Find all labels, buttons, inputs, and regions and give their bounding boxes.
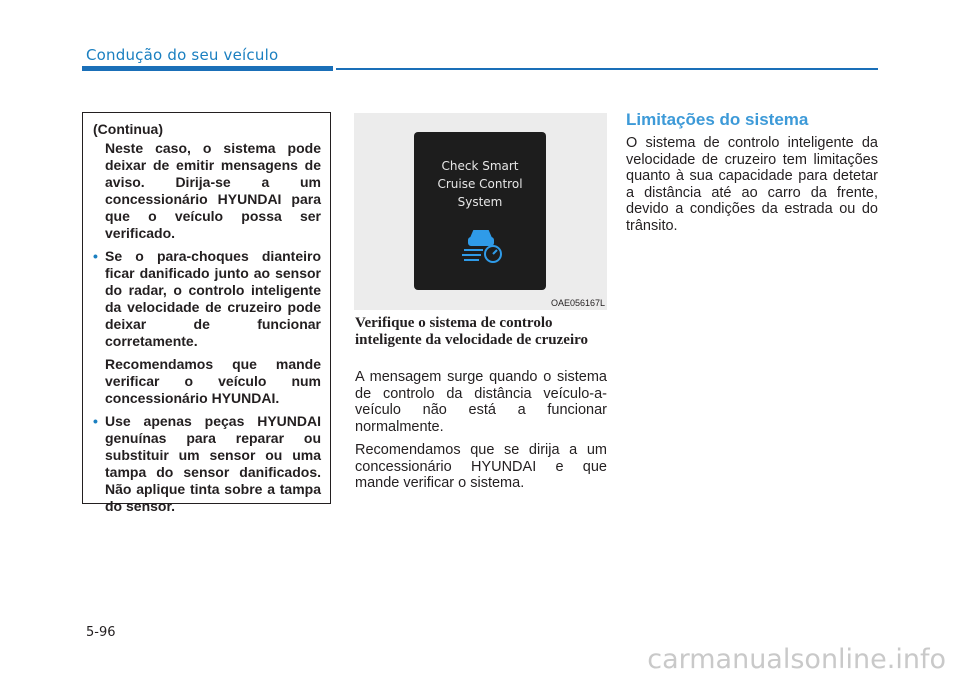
display-line-3: System (457, 195, 503, 209)
note-paragraph: Neste caso, o sistema pode deixar de emitir mensagens de aviso. Dirija-se a um concessionário HYUNDAI para que o veículo possa ser verificado. (105, 140, 321, 241)
display-line-2: Cruise Control (437, 177, 523, 191)
note-bullet-item (93, 413, 321, 515)
caution-note-box (82, 112, 331, 514)
right-column-text (626, 135, 878, 241)
page-number: 5-96 (86, 625, 116, 640)
figure-code: OAE056167L (550, 298, 605, 308)
smart-cruise-warning-icon (461, 224, 505, 264)
cluster-display (414, 132, 546, 290)
watermark: carmanualsonline.info (647, 644, 946, 675)
middle-column-text (355, 369, 607, 499)
limitations-heading: Limitações do sistema (626, 110, 809, 129)
subheading: Verifique o sistema de controlo inteligente da velocidade de cruzeiro (355, 315, 589, 348)
bullet-icon: • (93, 413, 98, 429)
note-bullet-text: Use apenas peças HYUNDAI genuínas para reparar ou substituir um sensor ou uma tampa do sensor danificados. Não aplique tinta sobre a tampa do sensor. (105, 413, 321, 514)
continued-label: (Continua) (93, 121, 163, 137)
header-rule-thin (336, 68, 878, 70)
section-title: Condução do seu veículo (86, 46, 279, 64)
header-rule-thick (82, 66, 333, 71)
display-line-1: Check Smart (441, 159, 519, 173)
bullet-icon: • (93, 248, 98, 264)
body-paragraph: A mensagem surge quando o sistema de controlo da distância veículo-a-veículo não está a funcionar normalmente. (355, 369, 607, 435)
note-bullet-item (93, 248, 321, 350)
body-paragraph: O sistema de controlo inteligente da velocidade de cruzeiro tem limitações quanto à sua capacidade para detetar a distância até ao carro da frente, devido a condições da estrada ou do trânsito. (626, 135, 878, 234)
note-paragraph: Recomendamos que mande verificar o veículo num concessionário HYUNDAI. (105, 356, 321, 406)
cluster-message-figure (354, 113, 607, 310)
body-paragraph: Recomendamos que se dirija a um concessionário HYUNDAI e que mande verificar o sistema. (355, 442, 607, 491)
note-bullet-text: Se o para-choques dianteiro ficar danificado junto ao sensor do radar, o controlo inteligente da velocidade de cruzeiro pode deixar de funcionar corretamente. (105, 248, 321, 349)
